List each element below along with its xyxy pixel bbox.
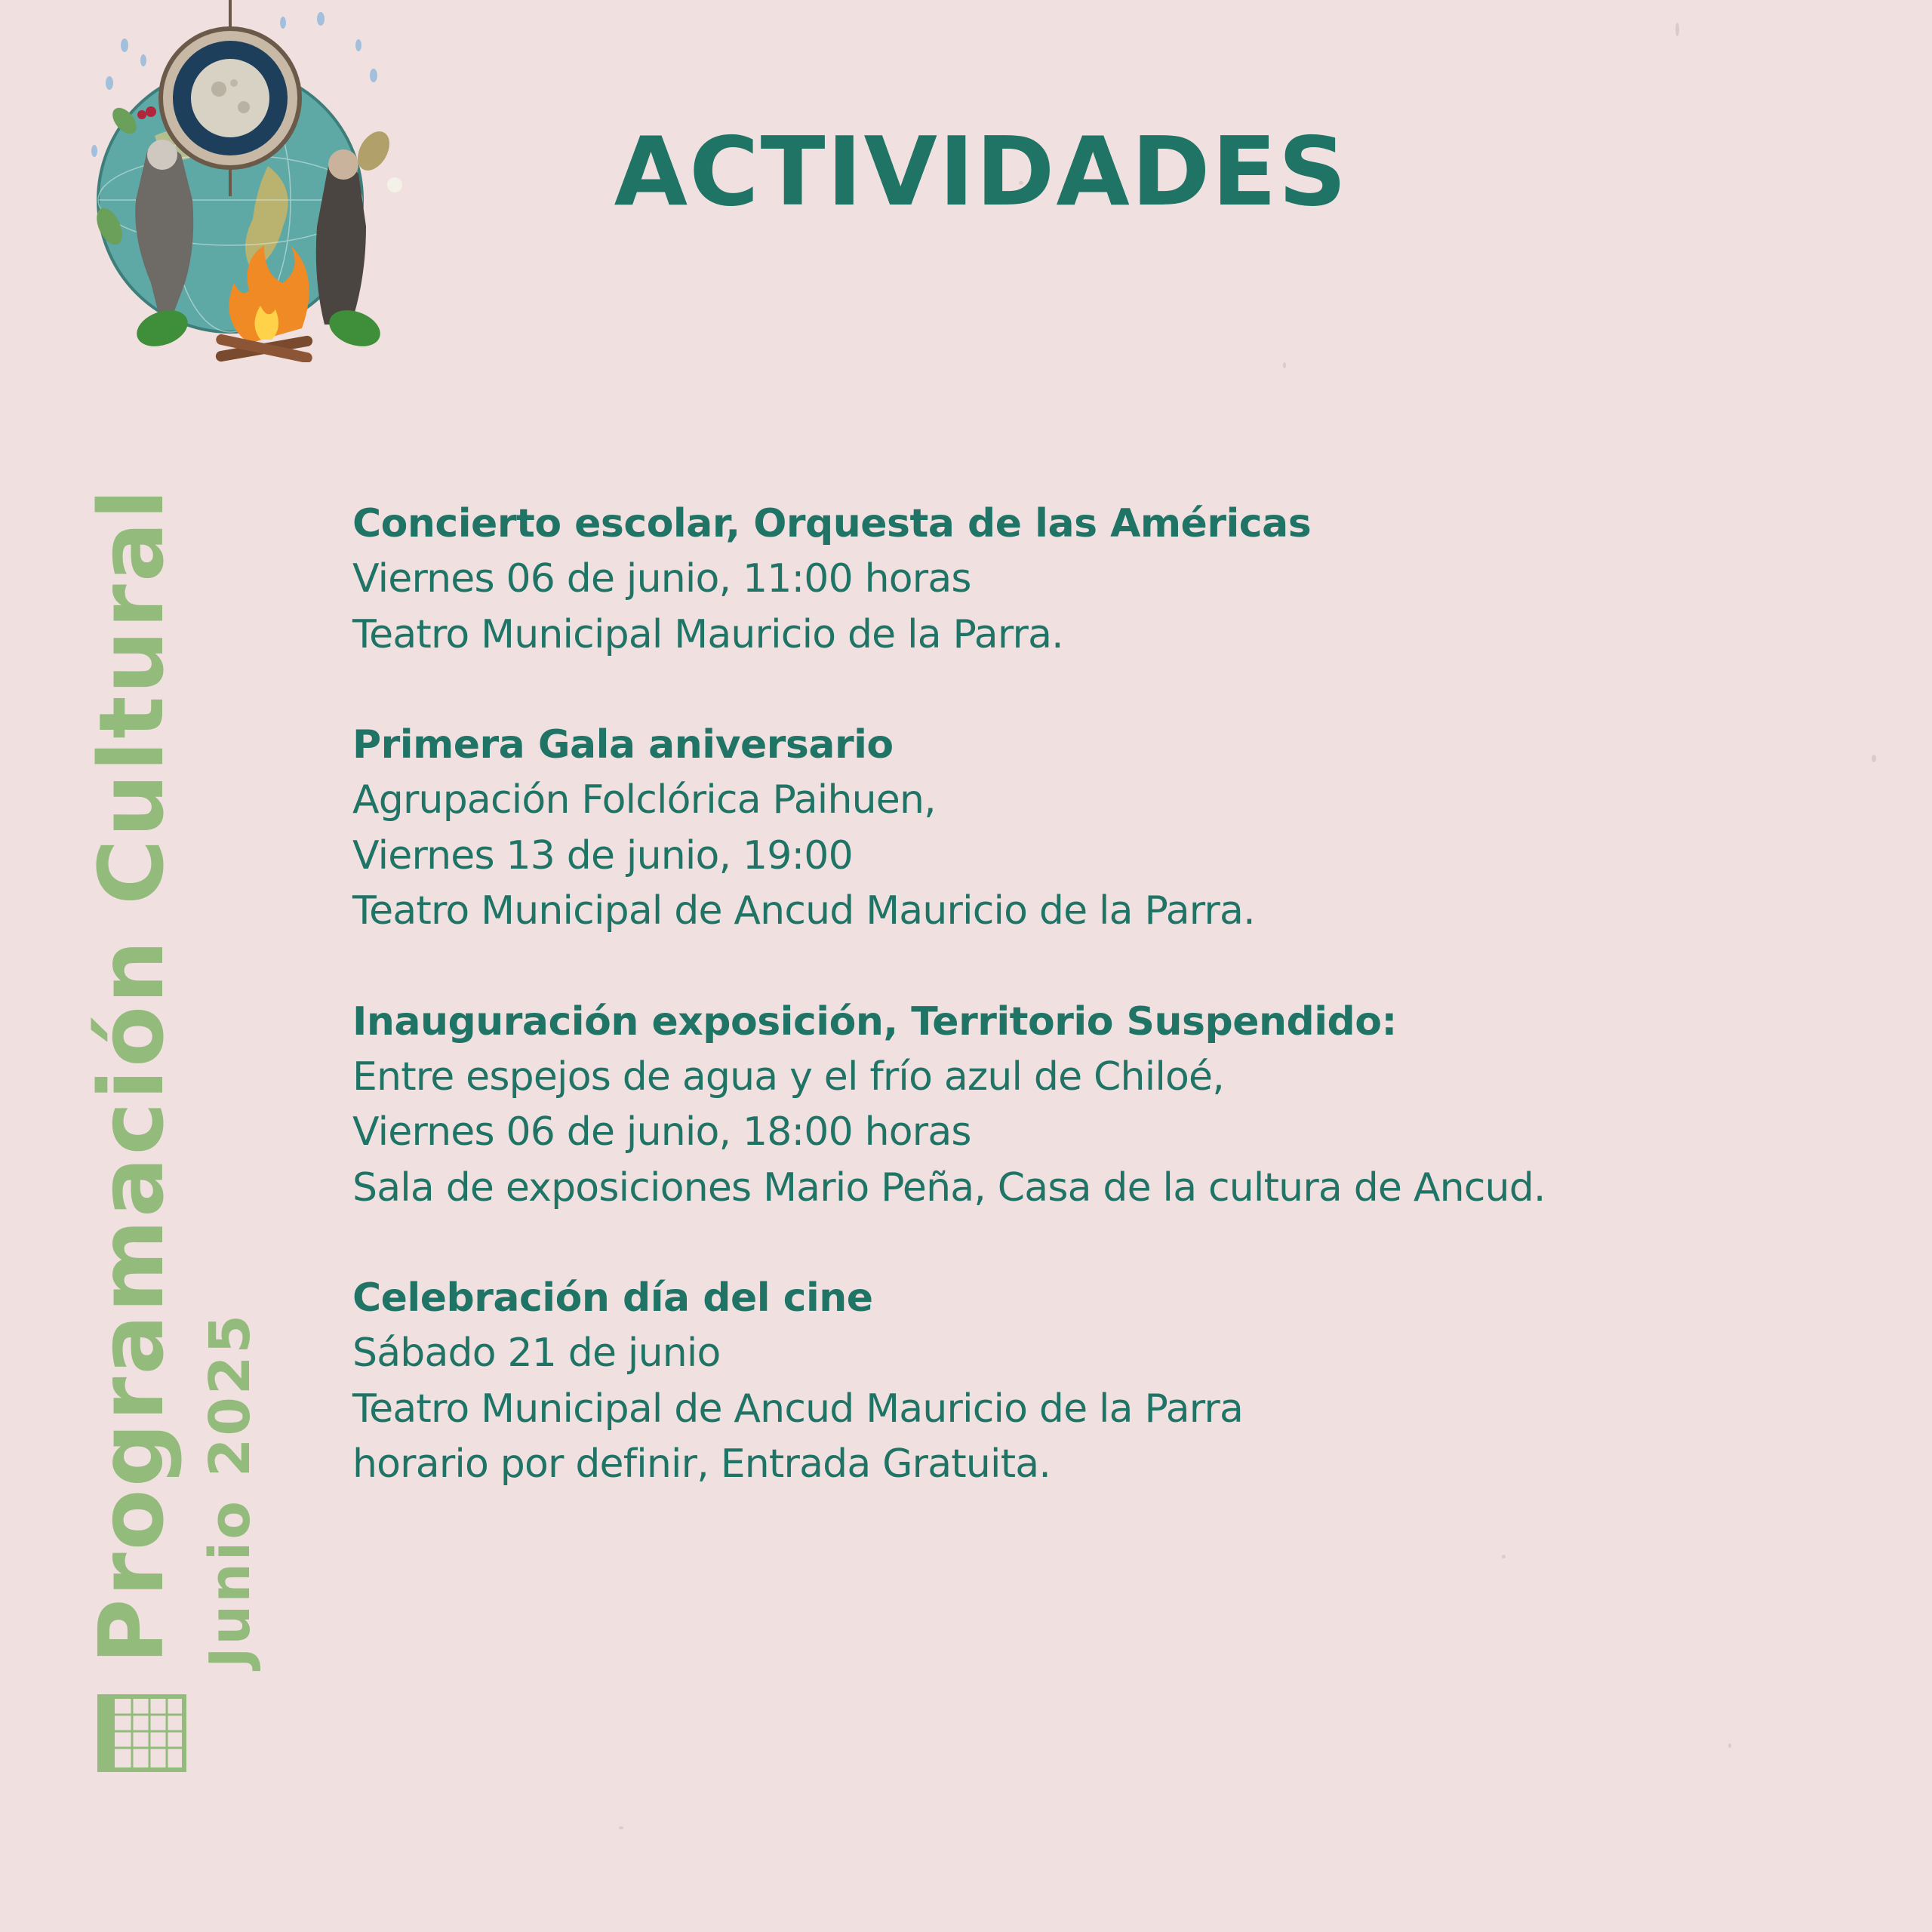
- paper-speck: [1728, 1743, 1731, 1748]
- event-subtitle: Agrupación Folclórica Paihuen,: [352, 777, 936, 823]
- event-venue: Teatro Municipal de Ancud Mauricio de la Parra.: [352, 888, 1255, 934]
- event-title: Concierto escolar, Orquesta de las Américas: [352, 501, 1312, 546]
- event-note: horario por definir, Entrada Gratuita.: [352, 1441, 1051, 1487]
- event-item: [352, 1271, 1877, 1493]
- event-date: Viernes 06 de junio, 11:00 horas: [352, 556, 971, 601]
- paper-speck: [1675, 23, 1679, 36]
- events-list: [352, 497, 1877, 1548]
- paper-speck: [619, 1826, 623, 1829]
- event-date: Viernes 06 de junio, 18:00 horas: [352, 1109, 971, 1155]
- event-title: Inauguración exposición, Territorio Suspendido:: [352, 998, 1397, 1044]
- event-venue: Sala de exposiciones Mario Peña, Casa de la cultura de Ancud.: [352, 1164, 1546, 1211]
- event-date: Viernes 13 de junio, 19:00: [352, 832, 853, 878]
- calendar-icon: [97, 1694, 187, 1773]
- side-program-title: Programación Cultural: [79, 487, 183, 1664]
- event-item: [352, 995, 1877, 1217]
- paper-speck: [1283, 362, 1286, 368]
- event-item: [352, 497, 1877, 663]
- page-title: ACTIVIDADES: [614, 116, 1349, 227]
- event-item: [352, 718, 1877, 940]
- event-subtitle: Entre espejos de agua y el frío azul de Chiloé,: [352, 1054, 1224, 1100]
- event-date: Sábado 21 de junio: [352, 1331, 721, 1376]
- event-venue: Teatro Municipal Mauricio de la Parra.: [352, 611, 1063, 657]
- event-title: Celebración día del cine: [352, 1275, 873, 1321]
- side-program-date: Junio 2025: [198, 1312, 263, 1668]
- event-title: Primera Gala aniversario: [352, 722, 894, 768]
- paper-speck: [1502, 1555, 1506, 1558]
- event-venue: Teatro Municipal de Ancud Mauricio de la Parra: [352, 1386, 1244, 1432]
